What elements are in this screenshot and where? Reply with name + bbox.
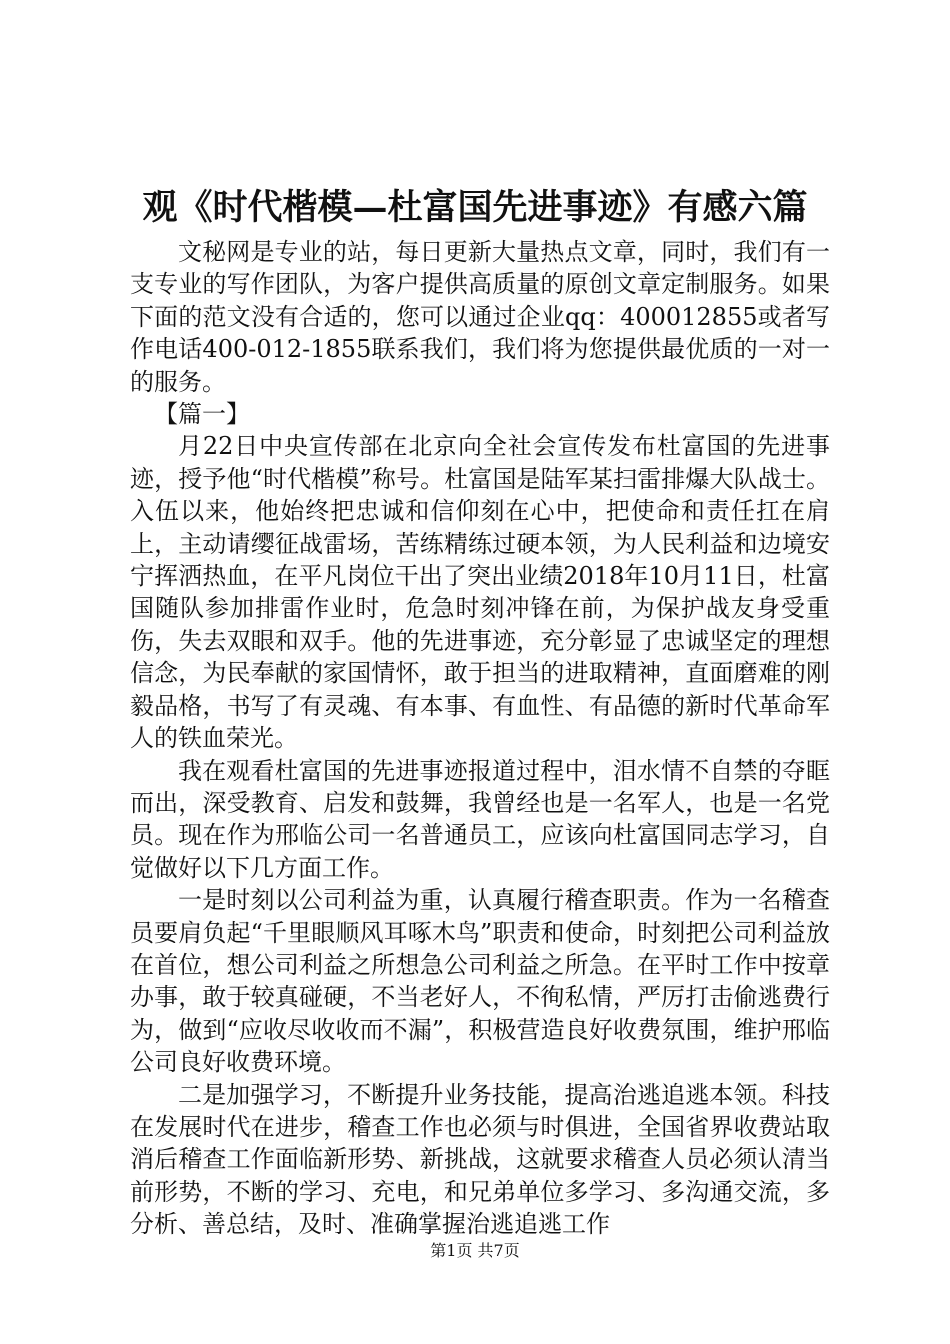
intro-paragraph: 文秘网是专业的站，每日更新大量热点文章，同时，我们有一支专业的写作团队，为客户提供高质量的原创文章定制服务。如果下面的范文没有合适的，您可以通过企业qq：400012855或者写作电话400-012-1855联系我们，我们将为您提供最优质的一对一的服务。	[130, 238, 830, 396]
body-paragraph: 月22日中央宣传部在北京向全社会宣传发布杜富国的先进事迹，授予他“时代楷模”称号。杜富国是陆军某扫雷排爆大队战士。入伍以来，他始终把忠诚和信仰刻在心中，把使命和责任扛在肩上，主动请缨征战雷场，苦练精练过硬本领，为人民利益和边境安宁挥洒热血，在平凡岗位干出了突出业绩2018年10月11日，杜富国随队参加排雷作业时，危急时刻冲锋在前，为保护战友身受重伤，失去双眼和双手。他的先进事迹，充分彰显了忠诚坚定的理想信念，为民奉献的家国情怀，敢于担当的进取精神，直面磨难的刚毅品格，书写了有灵魂、有本事、有血性、有品德的新时代革命军人的铁血荣光。	[130, 432, 830, 753]
body-paragraph: 一是时刻以公司利益为重，认真履行稽查职责。作为一名稽查员要肩负起“千里眼顺风耳啄木鸟”职责和使命，时刻把公司利益放在首位，想公司利益之所想急公司利益之所急。在平时工作中按章办事，敢于较真碰硬，不当老好人，不徇私情，严厉打击偷逃费行为，做到“应收尽收收而不漏”，积极营造良好收费氛围，维护邢临公司良好收费环境。	[130, 886, 830, 1077]
document-title: 观《时代楷模—杜富国先进事迹》有感六篇	[142, 187, 808, 228]
page-number: 第1页 共7页	[430, 1241, 520, 1260]
body-paragraph: 二是加强学习，不断提升业务技能，提高治逃追逃本领。科技在发展时代在进步，稽查工作也必须与时俱进，全国省界收费站取消后稽查工作面临新形势、新挑战，这就要求稽查人员必须认清当前形势，不断的学习、充电，和兄弟单位多学习、多沟通交流，多分析、善总结，及时、准确掌握治逃追逃工作	[130, 1080, 830, 1239]
body-paragraph: 我在观看杜富国的先进事迹报道过程中，泪水情不自禁的夺眶而出，深受教育、启发和鼓舞，我曾经也是一名军人，也是一名党员。现在作为邢临公司一名普通员工，应该向杜富国同志学习，自觉做好以下几方面工作。	[130, 756, 830, 882]
page-footer	[0, 1241, 950, 1261]
section-heading: 【篇一】	[154, 400, 250, 429]
document-body	[130, 236, 830, 1241]
